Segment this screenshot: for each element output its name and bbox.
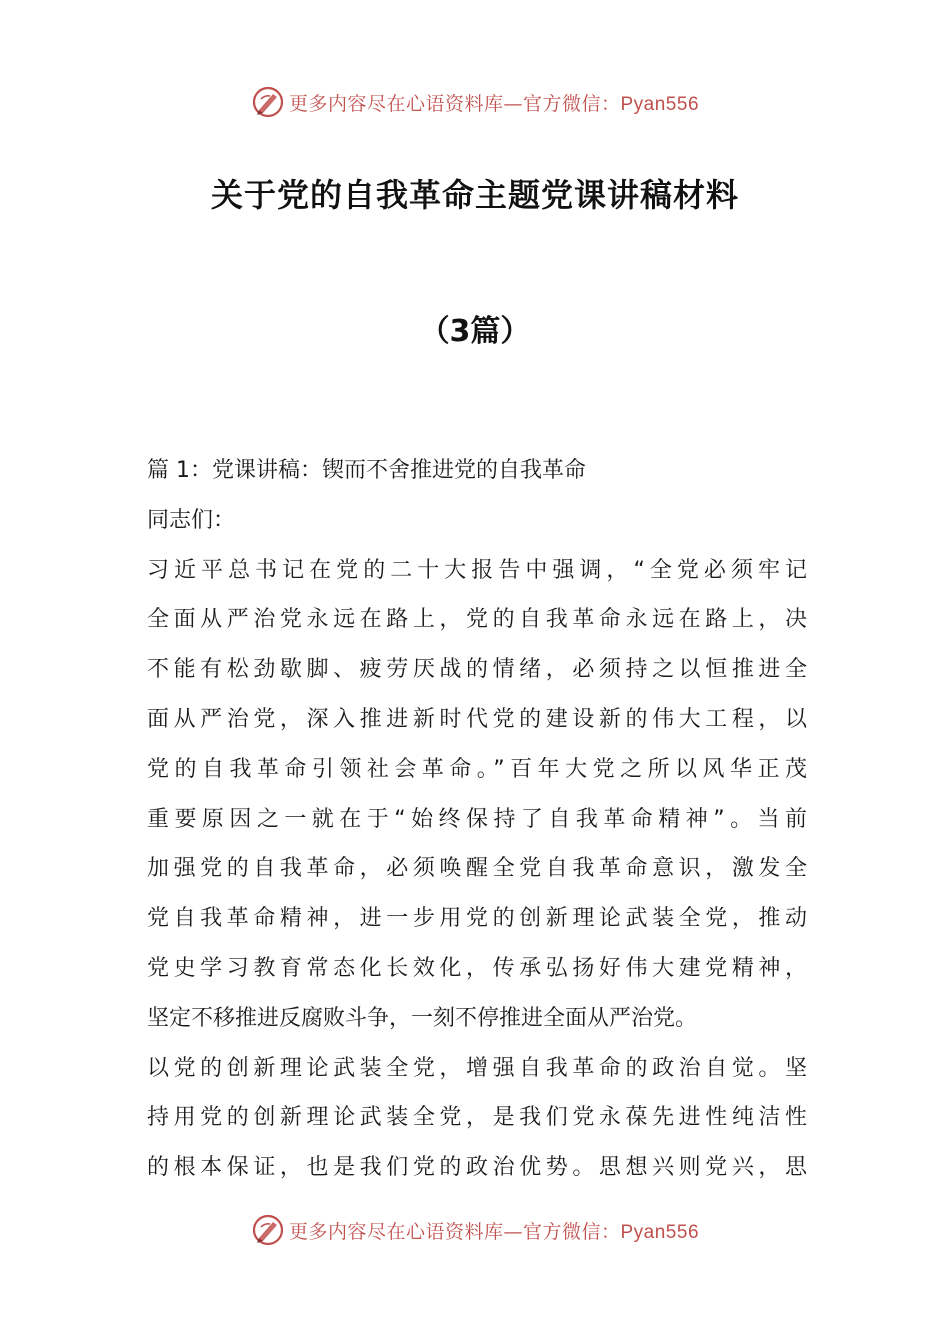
document-subtitle: （3篇） [419, 314, 531, 349]
document-body [147, 446, 807, 1193]
footer-watermark [0, 1210, 950, 1250]
pen-logo-icon [251, 85, 285, 119]
body-line: 党自我革命精神，进一步用党的创新理论武装全党，推动 [147, 906, 807, 932]
body-line: 全面从严治党永远在路上，党的自我革命永远在路上，决 [147, 607, 807, 633]
body-line: 以党的创新理论武装全党，增强自我革命的政治自觉。坚 [147, 1055, 807, 1081]
watermark-text: 更多内容尽在心语资料库—官方微信：Pyan556 [288, 1220, 700, 1243]
watermark-text: 更多内容尽在心语资料库—官方微信：Pyan556 [288, 92, 700, 115]
salutation: 同志们： [147, 507, 236, 533]
body-line: 不能有松劲歇脚、疲劳厌战的情绪，必须持之以恒推进全 [147, 657, 807, 683]
section-heading: 篇 1：党课讲稿：锲而不舍推进党的自我革命 [147, 458, 586, 483]
body-line: 持用党的创新理论武装全党，是我们党永葆先进性纯洁性 [147, 1105, 807, 1131]
body-line: 党的自我革命引领社会革命。”百年大党之所以风华正茂 [147, 756, 807, 782]
body-line: 坚定不移推进反腐败斗争，一刻不停推进全面从严治党。 [147, 1005, 698, 1031]
body-line: 面从严治党，深入推进新时代党的建设新的伟大工程，以 [147, 706, 807, 732]
body-line: 习近平总书记在党的二十大报告中强调，“全党必须牢记 [147, 557, 807, 583]
body-line: 加强党的自我革命，必须唤醒全党自我革命意识，激发全 [147, 856, 807, 882]
document-title: 关于党的自我革命主题党课讲稿材料 [210, 176, 739, 214]
pen-logo-icon [251, 1213, 285, 1247]
body-line: 重要原因之一就在于“始终保持了自我革命精神”。当前 [147, 806, 807, 832]
body-line: 党史学习教育常态化长效化，传承弘扬好伟大建党精神， [147, 955, 807, 981]
header-watermark [0, 82, 950, 122]
body-line: 的根本保证，也是我们党的政治优势。思想兴则党兴，思 [147, 1155, 807, 1181]
